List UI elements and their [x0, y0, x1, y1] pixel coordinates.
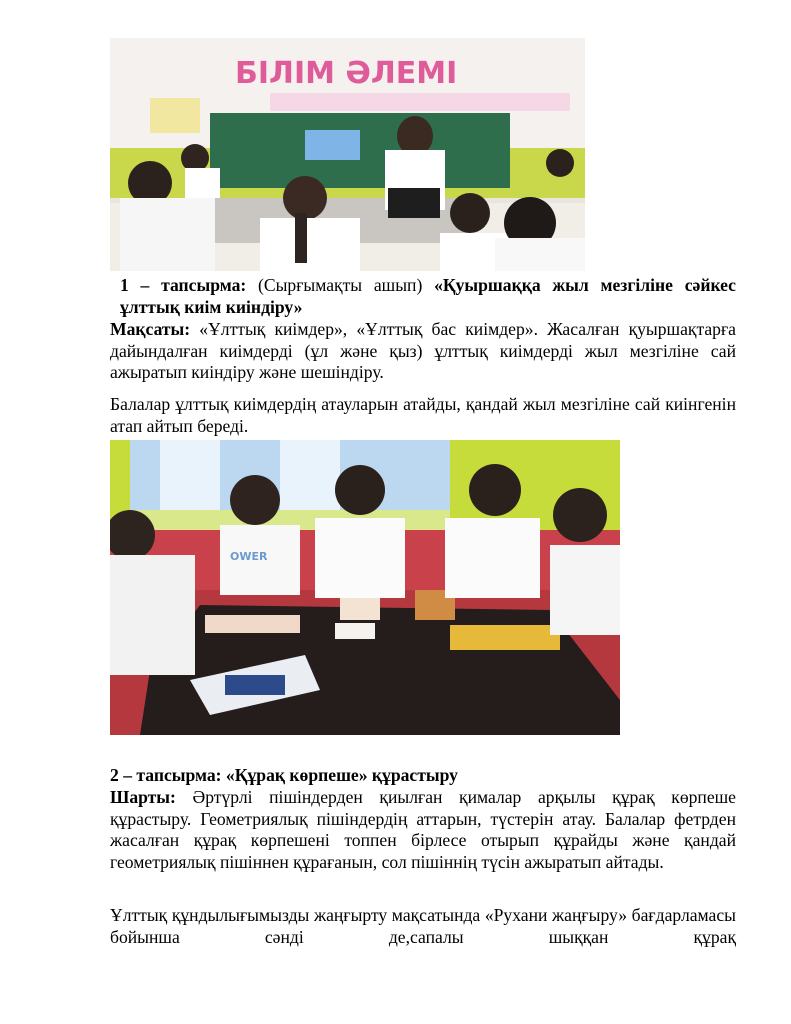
banner-text: БІЛІМ ӘЛЕМІ — [235, 56, 458, 91]
task2-heading — [110, 765, 736, 787]
condition-label: Шарты: — [110, 787, 176, 807]
task1-paragraph — [110, 394, 736, 437]
task2-para-text: Ұлттық құндылығымызды жаңғырту мақсатында «Рухани жаңғыру» бағдарламасы бойынша сәнді де,сапалы шыққан құрақ — [110, 905, 736, 947]
condition-text: Әртүрлі пішіндерден қиылған қималар арқылы құрақ көрпеше құрастыру. Геометриялық пішіндердің аттарын, түстерін атау. Балалар фетрден жасалған құрақ көрпешені топпен бірлесе отырып құрайды және қандай геометриялық пішіннен құрағанын, сол пішіннің түсін ажыратып айтады. — [110, 787, 736, 872]
task1-goal — [110, 319, 736, 384]
shirt-text: OWER — [230, 550, 268, 563]
goal-label: Мақсаты: — [110, 319, 191, 339]
task2-condition — [110, 787, 736, 873]
classroom-photo-2 — [110, 440, 620, 735]
goal-text: «Ұлттық киімдер», «Ұлттық бас киімдер». Жасалған қуыршақтарға дайындалған киімдерді (ұл және қыз) ұлттық киімдерді жыл мезгіліне сай ажыратып киіндіру және шешіндіру. — [110, 319, 736, 382]
classroom-photo-1 — [110, 38, 585, 271]
task2-title: 2 – тапсырма: «Құрақ көрпеше» құрастыру — [110, 765, 458, 785]
task2-paragraph — [110, 905, 736, 948]
task1-number: 1 – тапсырма: — [120, 275, 247, 295]
task1-title: «Қуыршаққа жыл мезгіліне сәйкес ұлттық киім киіндіру» — [120, 275, 736, 317]
task1-subtitle: (Сырғымақты ашып) — [246, 275, 435, 295]
task1-para-text: Балалар ұлттық киімдердің атауларын атайды, қандай жыл мезгіліне сай киінгенін атап айтып береді. — [110, 394, 736, 436]
task1-heading — [110, 275, 736, 318]
